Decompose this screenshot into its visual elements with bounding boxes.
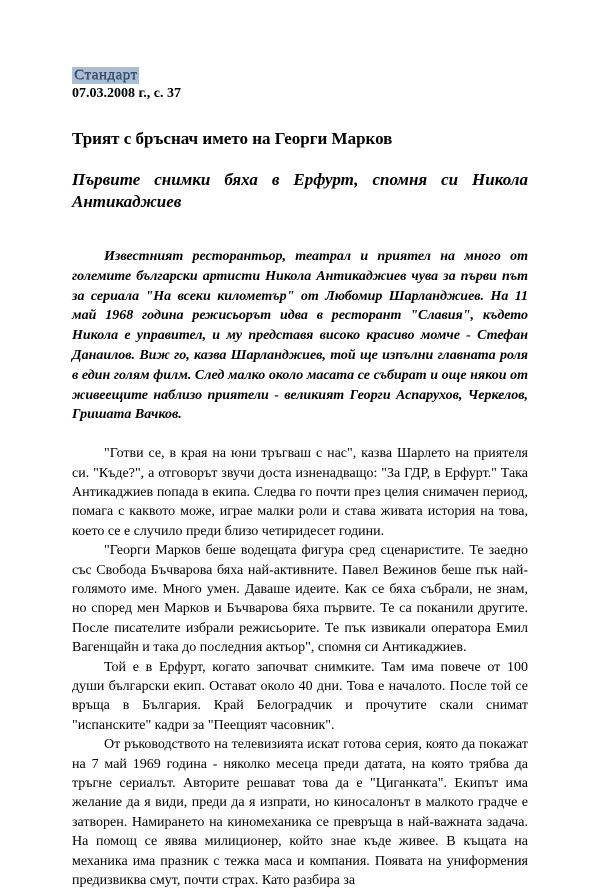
body-paragraph: От ръководството на телевизията искат готова серия, която да покажат на 7 май 1969 година - няколко месеца преди датата, на която трябва да тръгне сериалът. Авторите решават това да е "Циганката". Екипът има желание да я види, преди да я изпрати, но киносалонът в малкото градче е затворен. Намирането на киномеханика се превръща в най-важната задача. На помощ се явява милиционер, който знае къде живее. В къщата на механика има празник с тежка маса и компания. Появата на униформения предизвиква смут, почти страх. Като разбира за bbox=[72, 737, 528, 889]
body-paragraph: "Готви се, в края на юни тръгваш с нас", казва Шарлето на приятеля си. "Къде?", а отговорът звучи доста изненадващо: "За ГДР, в Ерфурт." Така Антикаджиев попада в екипа. Следва го почти през целия снимачен период, помага с каквото може, играе малки роли и става живата история на това, което се е случило преди близо четиридесет години. bbox=[72, 446, 528, 539]
body-paragraph: Той е в Ерфурт, когато започват снимките. Там има повече от 100 души български екип. Остават около 40 дни. Това е началото. После той се връща в България. Край Белоградчик и прочутите скали снимат "испанските" кадри за "Пеещият часовник". bbox=[72, 659, 528, 733]
article-body bbox=[72, 444, 528, 890]
document-page bbox=[72, 66, 528, 891]
article-lead: Известният ресторантьор, театрал и приятел на много от големите български артисти Никола Антикаджиев чува за първи път за сериала "На всеки километър" от Любомир Шарланджиев. На 11 май 1968 година режисьорът идва в ресторант "Славия", където Никола е управител, и му представя високо красиво момче - Стефан Данаилов. Виж го, казва Шарланджиев, той ще изпълни главната роля в един голям филм. След малко около масата се събират и още някои от живеещите наблизо приятели - великият Георги Аспарухов, Черкелов, Гришата Вачков. bbox=[72, 249, 528, 423]
body-paragraph: "Георги Марков беше водещата фигура сред сценаристите. Те заедно със Свобода Бъчварова бяха най-активните. Павел Вежинов беше пък най-голямото име. Много умен. Даваше идеите. Как се бяха събрали, не знам, но според мен Марков и Бъчварова бяха първите. Те са поканили другите. После писателите избрали режисьорите. Те пък извикали оператора Емил Вагенщайн и така до последния актьор", спомня си Антикаджиев. bbox=[72, 543, 528, 656]
article-subtitle: Първите снимки бяха в Ерфурт, спомня си Никола Антикаджиев bbox=[72, 170, 528, 211]
publication-dateline: 07.03.2008 г., с. 37 bbox=[72, 86, 181, 101]
article-title: Трият с бръснач името на Георги Марков bbox=[72, 129, 393, 148]
newspaper-logo: Стандарт bbox=[74, 67, 138, 83]
